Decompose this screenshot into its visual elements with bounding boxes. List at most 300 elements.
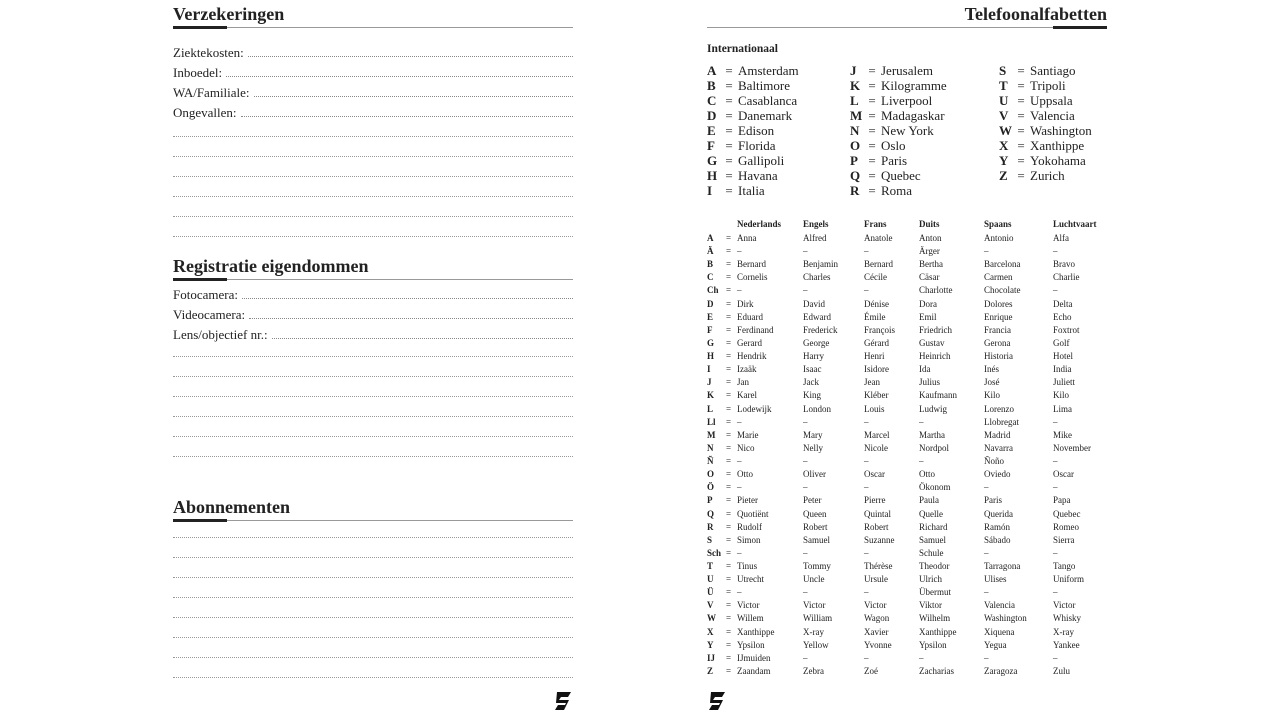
table-row: [707, 271, 1107, 284]
table-cell: Pierre: [864, 495, 886, 506]
table-row: [707, 337, 1107, 350]
table-cell: Eduard: [737, 311, 763, 322]
table-cell: Lodewijk: [737, 403, 772, 414]
table-cell: Zulu: [1053, 665, 1070, 676]
international-entry: [707, 168, 799, 183]
equals-sign: =: [1017, 93, 1025, 108]
table-cell: –: [737, 482, 742, 493]
table-cell: India: [1053, 364, 1072, 375]
writing-line[interactable]: [173, 376, 573, 377]
equals-sign: =: [726, 508, 732, 519]
letter: B: [707, 78, 716, 93]
equals-sign: =: [1017, 138, 1025, 153]
table-cell: Enrique: [984, 311, 1013, 322]
table-cell: Ökonom: [919, 482, 951, 493]
equals-sign: =: [725, 138, 733, 153]
table-cell: Émile: [864, 311, 886, 322]
table-cell: Oscar: [864, 469, 885, 480]
row-letter: T: [707, 561, 714, 571]
table-cell: Zaragoza: [984, 665, 1018, 676]
row-letter: Ch: [707, 285, 719, 296]
table-cell: Cäsar: [919, 272, 940, 283]
table-cell: Cécile: [864, 272, 887, 283]
table-cell: Samuel: [919, 534, 946, 545]
table-cell: Paris: [984, 495, 1002, 506]
table-cell: IJmuiden: [737, 652, 771, 663]
table-cell: Bernard: [737, 259, 766, 270]
table-cell: Henri: [864, 351, 885, 362]
table-cell: Washington: [984, 613, 1027, 624]
table-cell: Yvonne: [864, 639, 892, 650]
equals-sign: =: [726, 626, 732, 637]
code-word: Uppsala: [1030, 93, 1073, 108]
column-header: Luchtvaart: [1053, 219, 1097, 229]
table-row: [707, 363, 1107, 376]
letter: T: [999, 78, 1008, 93]
table-cell: Mary: [803, 429, 823, 440]
writing-line[interactable]: [173, 597, 573, 598]
letter: G: [707, 153, 718, 168]
table-cell: Gérard: [864, 337, 889, 348]
row-letter: R: [707, 521, 714, 532]
equals-sign: =: [726, 574, 732, 585]
row-letter: Y: [707, 639, 714, 650]
table-row: [707, 416, 1107, 429]
table-cell: Anna: [737, 233, 757, 243]
table-cell: Gerona: [984, 337, 1011, 348]
letter: N: [850, 123, 860, 138]
table-row: [707, 389, 1107, 402]
international-entry: [850, 93, 947, 108]
writing-line[interactable]: [173, 456, 573, 457]
row-letter: E: [707, 311, 714, 322]
table-cell: Lorenzo: [984, 403, 1014, 414]
equals-sign: =: [868, 93, 876, 108]
writing-line[interactable]: [173, 196, 573, 197]
table-cell: Theodor: [919, 561, 950, 571]
international-entry: [850, 63, 947, 78]
code-word: Paris: [881, 153, 907, 168]
table-cell: Llobregat: [984, 416, 1019, 427]
table-cell: Golf: [1053, 337, 1070, 348]
writing-line[interactable]: [173, 617, 573, 618]
equals-sign: =: [725, 183, 733, 198]
table-cell: Antonio: [984, 233, 1014, 243]
table-cell: Julius: [919, 377, 941, 388]
equals-sign: =: [725, 63, 733, 78]
table-row: [707, 442, 1107, 455]
equals-sign: =: [726, 482, 732, 493]
equals-sign: =: [726, 311, 732, 322]
code-word: Havana: [738, 168, 778, 183]
international-entry: [999, 168, 1092, 183]
equals-sign: =: [726, 298, 732, 309]
table-cell: David: [803, 298, 825, 309]
writing-line[interactable]: [173, 577, 573, 578]
table-cell: Zacharias: [919, 665, 954, 676]
equals-sign: =: [726, 429, 732, 440]
table-cell: Sábado: [984, 534, 1011, 545]
table-cell: Kaufmann: [919, 390, 957, 401]
table-cell: Willem: [737, 613, 764, 624]
international-entry: [999, 78, 1092, 93]
international-entry: [707, 78, 799, 93]
row-letter: A: [707, 233, 714, 243]
row-letter: Sch: [707, 547, 722, 558]
table-row: [707, 429, 1107, 442]
letter: W: [999, 123, 1012, 138]
equals-sign: =: [725, 93, 733, 108]
international-entry: [999, 63, 1092, 78]
writing-line[interactable]: [173, 136, 573, 137]
letter: L: [850, 93, 859, 108]
phonetic-alphabets-heading: [707, 1, 1107, 28]
table-cell: X-ray: [803, 626, 824, 637]
insurance-field[interactable]: [173, 40, 573, 60]
row-letter: F: [707, 324, 713, 335]
equals-sign: =: [726, 456, 732, 467]
table-cell: Alfred: [803, 233, 827, 243]
equals-sign: =: [726, 652, 732, 663]
code-word: Amsterdam: [738, 63, 799, 78]
table-cell: –: [984, 547, 989, 558]
equals-sign: =: [726, 495, 732, 506]
table-cell: Benjamin: [803, 259, 838, 270]
table-cell: François: [864, 324, 895, 335]
table-row: [707, 324, 1107, 337]
writing-line[interactable]: [173, 537, 573, 538]
row-letter: M: [707, 429, 716, 440]
table-cell: Quelle: [919, 508, 943, 519]
table-row: [707, 481, 1107, 494]
table-cell: X-ray: [1053, 626, 1074, 637]
table-cell: Richard: [919, 521, 948, 532]
field-line: [226, 76, 573, 77]
registration-field[interactable]: [173, 302, 573, 322]
insurance-field[interactable]: [173, 80, 573, 100]
table-row: [707, 560, 1107, 573]
field-line: [242, 298, 573, 299]
writing-line[interactable]: [173, 657, 573, 658]
equals-sign: =: [726, 469, 732, 480]
equals-sign: =: [726, 587, 732, 598]
table-cell: Kilo: [1053, 390, 1070, 401]
international-entry: [707, 63, 799, 78]
international-entry: [850, 78, 947, 93]
table-cell: Wilhelm: [919, 613, 951, 624]
table-cell: Victor: [864, 600, 887, 611]
table-cell: Ñoño: [984, 456, 1004, 467]
equals-sign: =: [1017, 123, 1025, 138]
table-cell: Marcel: [864, 429, 890, 440]
table-cell: –: [919, 456, 924, 467]
registration-heading: [173, 253, 573, 280]
writing-line[interactable]: [173, 396, 573, 397]
field-label: Videocamera:: [173, 307, 246, 322]
table-cell: –: [1053, 652, 1058, 663]
code-word: Italia: [738, 183, 765, 198]
table-cell: –: [737, 587, 742, 598]
table-row: [707, 468, 1107, 481]
table-cell: Ferdinand: [737, 324, 774, 335]
table-cell: Oliver: [803, 469, 826, 480]
equals-sign: =: [868, 63, 876, 78]
table-cell: Jan: [737, 377, 749, 388]
code-word: Quebec: [881, 168, 921, 183]
row-letter: O: [707, 469, 715, 480]
table-cell: Papa: [1053, 495, 1071, 506]
table-cell: Alfa: [1053, 233, 1069, 243]
table-cell: Oviedo: [984, 469, 1011, 480]
letter: M: [850, 108, 863, 123]
table-cell: Uniform: [1053, 574, 1084, 585]
letter: R: [850, 183, 860, 198]
international-entry: [999, 123, 1092, 138]
letter: H: [707, 168, 718, 183]
table-cell: Navarra: [984, 442, 1013, 453]
code-word: Zurich: [1030, 168, 1065, 183]
table-cell: Historia: [984, 351, 1013, 362]
table-cell: Quintal: [864, 508, 891, 519]
table-cell: Charlie: [1053, 272, 1080, 283]
table-cell: Anatole: [864, 233, 893, 243]
brand-logo-icon: [553, 690, 573, 712]
table-row: [707, 284, 1107, 297]
table-cell: Tommy: [803, 561, 831, 571]
table-cell: Wagon: [864, 613, 890, 624]
table-row: [707, 652, 1107, 665]
table-cell: Nordpol: [919, 442, 949, 453]
table-cell: Madrid: [984, 429, 1011, 440]
equals-sign: =: [726, 442, 732, 453]
table-cell: Utrecht: [737, 574, 764, 585]
letter: S: [999, 63, 1007, 78]
writing-line[interactable]: [173, 156, 573, 157]
table-cell: Inés: [984, 364, 999, 375]
international-entry: [707, 153, 799, 168]
table-cell: Oscar: [1053, 469, 1074, 480]
row-letter: H: [707, 351, 715, 362]
code-word: Washington: [1030, 123, 1092, 138]
writing-line[interactable]: [173, 176, 573, 177]
international-entry: [999, 138, 1092, 153]
equals-sign: =: [726, 324, 732, 335]
equals-sign: =: [726, 390, 732, 401]
table-cell: Carmen: [984, 272, 1013, 283]
table-cell: Jack: [803, 377, 819, 388]
field-label: WA/Familiale:: [173, 85, 250, 100]
table-cell: –: [984, 652, 989, 663]
table-cell: Bravo: [1053, 259, 1075, 270]
code-word: Roma: [881, 183, 913, 198]
equals-sign: =: [726, 665, 732, 676]
equals-sign: =: [1017, 153, 1025, 168]
equals-sign: =: [726, 337, 732, 348]
international-entry: [707, 138, 799, 153]
table-cell: Delta: [1053, 298, 1073, 309]
table-cell: –: [1053, 285, 1058, 296]
brand-logo-icon: [707, 690, 727, 712]
registration-field[interactable]: [173, 282, 573, 302]
equals-sign: =: [1017, 78, 1025, 93]
field-label: Inboedel:: [173, 65, 223, 80]
table-cell: Suzanne: [864, 534, 895, 545]
letter: O: [850, 138, 861, 153]
code-word: Baltimore: [738, 78, 790, 93]
row-letter: Q: [707, 508, 715, 519]
table-cell: Anton: [919, 233, 942, 243]
table-cell: Francia: [984, 324, 1011, 335]
right-page: [707, 0, 1107, 720]
table-cell: Nelly: [803, 442, 823, 453]
international-entry: [707, 183, 799, 198]
insurance-field[interactable]: [173, 100, 573, 120]
table-cell: Xavier: [864, 626, 889, 637]
row-letter: Ll: [707, 416, 716, 427]
table-cell: Harry: [803, 351, 824, 362]
table-row: [707, 403, 1107, 416]
field-line: [241, 116, 573, 117]
table-cell: Emil: [919, 311, 937, 322]
left-page: [173, 0, 573, 720]
table-cell: Zoé: [864, 665, 878, 676]
equals-sign: =: [726, 246, 732, 257]
letter: K: [850, 78, 861, 93]
table-cell: –: [1053, 246, 1058, 257]
table-cell: Victor: [1053, 600, 1076, 611]
row-letter: L: [707, 403, 714, 414]
writing-line[interactable]: [173, 637, 573, 638]
table-cell: Sierra: [1053, 534, 1075, 545]
table-cell: Jean: [864, 377, 880, 388]
equals-sign: =: [726, 364, 732, 375]
insurance-field[interactable]: [173, 60, 573, 80]
table-cell: Ypsilon: [737, 639, 765, 650]
table-cell: Barcelona: [984, 259, 1021, 270]
table-cell: –: [803, 482, 808, 493]
table-cell: Robert: [803, 521, 828, 532]
table-row: [707, 639, 1107, 652]
table-cell: Queen: [803, 508, 827, 519]
subscriptions-title: Abonnementen: [173, 497, 291, 517]
equals-sign: =: [726, 547, 732, 558]
table-cell: –: [1053, 456, 1058, 467]
table-cell: Lima: [1053, 403, 1072, 414]
table-cell: Ludwig: [919, 403, 947, 414]
letter: X: [999, 138, 1009, 153]
table-cell: Robert: [864, 521, 889, 532]
writing-line[interactable]: [173, 216, 573, 217]
equals-sign: =: [726, 403, 732, 414]
table-row: [707, 586, 1107, 599]
writing-line[interactable]: [173, 416, 573, 417]
table-cell: Yellow: [803, 639, 829, 650]
equals-sign: =: [726, 521, 732, 532]
table-cell: Charles: [803, 272, 831, 283]
table-cell: Ida: [919, 364, 931, 375]
row-letter: D: [707, 298, 714, 309]
table-cell: Uncle: [803, 574, 825, 585]
international-entry: [707, 93, 799, 108]
row-letter: Ü: [707, 587, 714, 598]
table-cell: Echo: [1053, 311, 1072, 322]
writing-line[interactable]: [173, 356, 573, 357]
subscriptions-heading: [173, 494, 573, 521]
table-cell: –: [803, 547, 808, 558]
table-cell: –: [737, 547, 742, 558]
writing-line[interactable]: [173, 436, 573, 437]
row-letter: X: [707, 626, 714, 637]
table-cell: Samuel: [803, 534, 830, 545]
table-cell: Querida: [984, 508, 1013, 519]
table-cell: Foxtrot: [1053, 324, 1080, 335]
column-header: Nederlands: [737, 219, 782, 229]
letter: I: [707, 183, 713, 198]
field-label: Lens/objectief nr.:: [173, 327, 268, 342]
international-entry: [999, 93, 1092, 108]
table-cell: Friedrich: [919, 324, 952, 335]
table-cell: Isaac: [803, 364, 822, 375]
code-word: Kilogramme: [881, 78, 947, 93]
table-cell: –: [803, 587, 808, 598]
table-cell: George: [803, 337, 830, 348]
table-cell: Kilo: [984, 390, 1001, 401]
row-letter: B: [707, 259, 714, 270]
table-row: [707, 626, 1107, 639]
table-cell: Xanthippe: [919, 626, 957, 637]
row-letter: S: [707, 534, 713, 545]
table-cell: –: [737, 416, 742, 427]
table-cell: –: [803, 456, 808, 467]
table-cell: Whisky: [1053, 613, 1081, 624]
equals-sign: =: [725, 168, 733, 183]
letter: A: [707, 63, 717, 78]
table-cell: –: [737, 246, 742, 257]
table-row: [707, 258, 1107, 271]
table-cell: Ramón: [984, 521, 1010, 532]
writing-line[interactable]: [173, 557, 573, 558]
equals-sign: =: [868, 138, 876, 153]
table-cell: –: [737, 456, 742, 467]
table-cell: –: [803, 285, 808, 296]
table-cell: –: [984, 246, 989, 257]
international-column: [999, 63, 1092, 183]
table-cell: Yankee: [1053, 639, 1080, 650]
equals-sign: =: [1017, 168, 1025, 183]
phonetic-alphabets-title: Telefoonalfabetten: [964, 4, 1107, 24]
column-header: Engels: [803, 219, 829, 229]
equals-sign: =: [725, 123, 733, 138]
table-cell: Schule: [919, 547, 944, 558]
code-word: Liverpool: [881, 93, 933, 108]
table-cell: Tarragona: [984, 561, 1021, 571]
table-cell: –: [864, 416, 869, 427]
table-cell: –: [1053, 587, 1058, 598]
table-cell: Ypsilon: [919, 639, 947, 650]
table-cell: –: [803, 416, 808, 427]
table-row: [707, 455, 1107, 468]
table-cell: –: [864, 456, 869, 467]
table-cell: Martha: [919, 429, 945, 440]
table-row: [707, 665, 1107, 678]
letter: P: [850, 153, 858, 168]
registration-field[interactable]: [173, 322, 573, 342]
writing-line[interactable]: [173, 677, 573, 678]
writing-line[interactable]: [173, 236, 573, 237]
table-cell: Tinus: [737, 561, 758, 571]
equals-sign: =: [726, 639, 732, 650]
table-cell: Rudolf: [737, 521, 763, 532]
